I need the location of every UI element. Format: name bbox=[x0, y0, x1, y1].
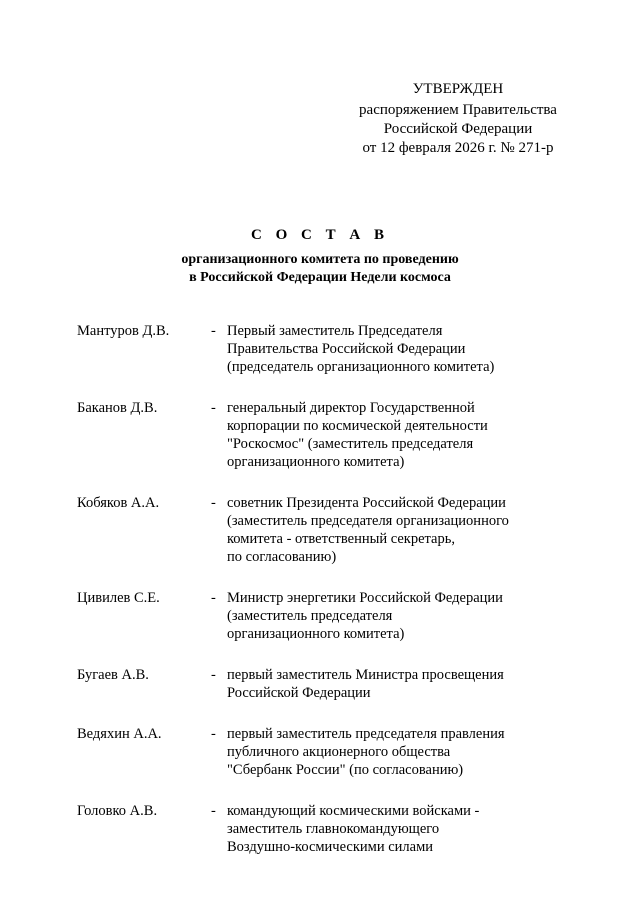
member-name: Цивилев С.Е. bbox=[77, 590, 160, 606]
role-line: организационного комитета) bbox=[227, 454, 405, 470]
approval-line: распоряжением Правительства bbox=[359, 102, 557, 118]
member-role bbox=[227, 666, 547, 702]
role-line: Правительства Российской Федерации bbox=[227, 341, 466, 357]
member-row bbox=[77, 322, 547, 376]
committee-members-list bbox=[77, 322, 547, 879]
separator-dash: - bbox=[211, 400, 216, 416]
member-name: Головко А.В. bbox=[77, 803, 158, 819]
separator-dash: - bbox=[211, 667, 216, 683]
role-line: первый заместитель Министра просвещения bbox=[227, 667, 504, 683]
role-line: (заместитель председателя bbox=[227, 608, 393, 624]
member-name: Мантуров Д.В. bbox=[77, 323, 170, 339]
role-line: Первый заместитель Председателя bbox=[227, 323, 443, 339]
document-title: С О С Т А В bbox=[251, 227, 389, 243]
member-role bbox=[227, 399, 547, 471]
member-row bbox=[77, 725, 547, 779]
role-line: первый заместитель председателя правления bbox=[227, 726, 505, 742]
member-name: Ведяхин А.А. bbox=[77, 726, 162, 742]
role-line: (заместитель председателя организационного bbox=[227, 513, 509, 529]
member-row bbox=[77, 494, 547, 566]
separator-dash: - bbox=[211, 323, 216, 339]
separator-dash: - bbox=[211, 803, 216, 819]
role-line: корпорации по космической деятельности bbox=[227, 418, 488, 434]
member-role bbox=[227, 589, 547, 643]
role-line: Воздушно-космическими силами bbox=[227, 839, 434, 855]
separator-dash: - bbox=[211, 726, 216, 742]
member-row bbox=[77, 589, 547, 643]
member-name: Бугаев А.В. bbox=[77, 667, 149, 683]
approval-block bbox=[320, 80, 596, 158]
role-line: Министр энергетики Российской Федерации bbox=[227, 590, 503, 606]
member-row bbox=[77, 802, 547, 856]
approval-line: Российской Федерации bbox=[383, 121, 533, 137]
member-row bbox=[77, 399, 547, 471]
role-line: по согласованию) bbox=[227, 549, 337, 565]
member-role bbox=[227, 322, 547, 376]
role-line: Российской Федерации bbox=[227, 685, 371, 701]
role-line: "Роскосмос" (заместитель председателя bbox=[227, 436, 474, 452]
role-line: командующий космическими войсками - bbox=[227, 803, 480, 819]
role-line: комитета - ответственный секретарь, bbox=[227, 531, 455, 547]
member-role bbox=[227, 494, 547, 566]
member-row bbox=[77, 666, 547, 702]
document-heading bbox=[0, 226, 640, 287]
member-role bbox=[227, 725, 547, 779]
role-line: генеральный директор Государственной bbox=[227, 400, 475, 416]
document-subtitle-line: организационного комитета по проведению bbox=[181, 252, 459, 267]
member-role bbox=[227, 802, 547, 856]
role-line: заместитель главнокомандующего bbox=[227, 821, 440, 837]
role-line: "Сбербанк России" (по согласованию) bbox=[227, 762, 464, 778]
role-line: (председатель организационного комитета) bbox=[227, 359, 495, 375]
document-subtitle-line: в Российской Федерации Недели космоса bbox=[189, 270, 451, 285]
separator-dash: - bbox=[211, 495, 216, 511]
approval-title: УТВЕРЖДЕН bbox=[412, 81, 504, 97]
separator-dash: - bbox=[211, 590, 216, 606]
role-line: советник Президента Российской Федерации bbox=[227, 495, 506, 511]
member-name: Кобяков А.А. bbox=[77, 495, 160, 511]
approval-date-line: от 12 февраля 2026 г. № 271-р bbox=[362, 140, 554, 156]
role-line: организационного комитета) bbox=[227, 626, 405, 642]
member-name: Баканов Д.В. bbox=[77, 400, 158, 416]
role-line: публичного акционерного общества bbox=[227, 744, 451, 760]
